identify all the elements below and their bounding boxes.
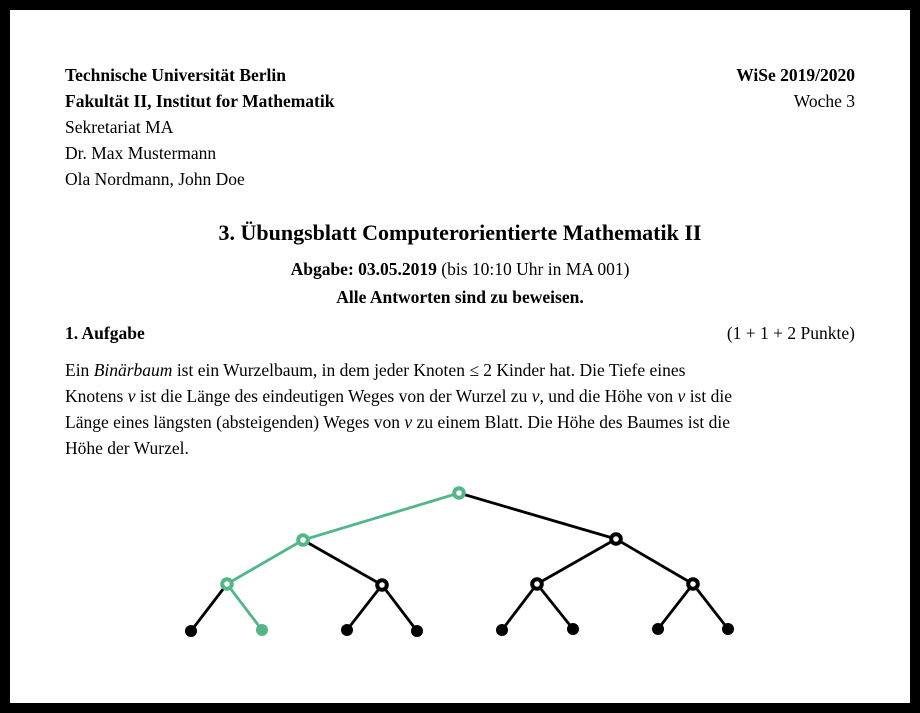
tree-internal-node [688,579,698,589]
proof-note: Alle Antworten sind zu beweisen. [336,287,584,307]
tree-leaf-node [256,624,268,636]
exercise-sheet-page [10,10,910,703]
exercise-heading: 1. Aufgabe [65,323,145,343]
header-line: Technische Universität Berlin [65,65,287,85]
tree-edge [537,539,616,584]
tree-internal-node [377,580,387,590]
tree-edge [693,584,728,629]
exercise-text [65,357,870,461]
text-segment: ist die [685,386,732,406]
text-line [65,409,870,435]
exercise-header-row [65,320,855,346]
math-term: v [404,412,413,432]
submission-line [10,256,910,282]
submission-date: Abgabe: 03.05.2019 [290,259,437,279]
tree-edge [616,539,693,584]
header-institution-block [65,62,334,192]
tree-edge [658,584,693,629]
header-line: Fakultät II, Institut for Mathematik [65,91,335,111]
tree-internal-node [454,488,464,498]
tree-edge [227,540,303,584]
header-line: Dr. Max Mustermann [65,143,217,163]
tree-internal-node [298,535,308,545]
submission-details: (bis 10:10 Uhr in MA 001) [436,259,630,279]
text-segment: ist ein Wurzelbaum, in dem jeder Knoten ≤ 2 Kinder hat. Die Tiefe eines [172,360,686,380]
header-semester-block [736,62,855,114]
header-line: Woche 3 [793,91,855,111]
sheet-title: 3. Übungsblatt Computerorientierte Mathematik II [218,220,702,245]
text-segment: Höhe der Wurzel. [65,438,189,458]
tree-internal-node [611,534,621,544]
text-line [65,383,870,409]
tree-edge [303,493,459,540]
tree-internal-node [222,579,232,589]
tree-edge [537,584,573,629]
tree-internal-node [532,579,542,589]
tree-leaf-node [722,623,734,635]
header-line: Ola Nordmann, John Doe [65,169,245,189]
tree-edge [382,585,417,631]
tree-leaf-node [185,625,197,637]
text-segment: Ein [65,360,94,380]
tree-leaf-node [652,623,664,635]
tree-leaf-node [341,624,353,636]
text-line [65,435,870,461]
binary-tree-figure [150,470,790,660]
math-term: v [127,386,136,406]
tree-edge [459,493,616,539]
tree-edge [502,584,537,630]
tree-leaf-node [411,625,423,637]
text-segment: zu einem Blatt. Die Höhe des Baumes ist die [412,412,731,432]
header-line: Sekretariat MA [65,117,174,137]
tree-leaf-node [496,624,508,636]
text-segment: ist die Länge des eindeutigen Weges von der Wurzel zu [135,386,532,406]
tree-edge [227,584,262,630]
tree-edge [303,540,382,585]
header-line: WiSe 2019/2020 [736,65,855,85]
text-segment: Länge eines längsten (absteigenden) Weges von [65,412,405,432]
math-term: v [677,386,686,406]
math-term: v [531,386,540,406]
math-term: Binärbaum [93,360,173,380]
tree-edge [347,585,382,630]
exercise-points: (1 + 1 + 2 Punkte) [726,323,855,343]
tree-leaf-node [567,623,579,635]
text-segment: , und die Höhe von [539,386,678,406]
tree-edge [191,584,227,631]
text-line [65,357,870,383]
text-segment: Knotens [65,386,128,406]
